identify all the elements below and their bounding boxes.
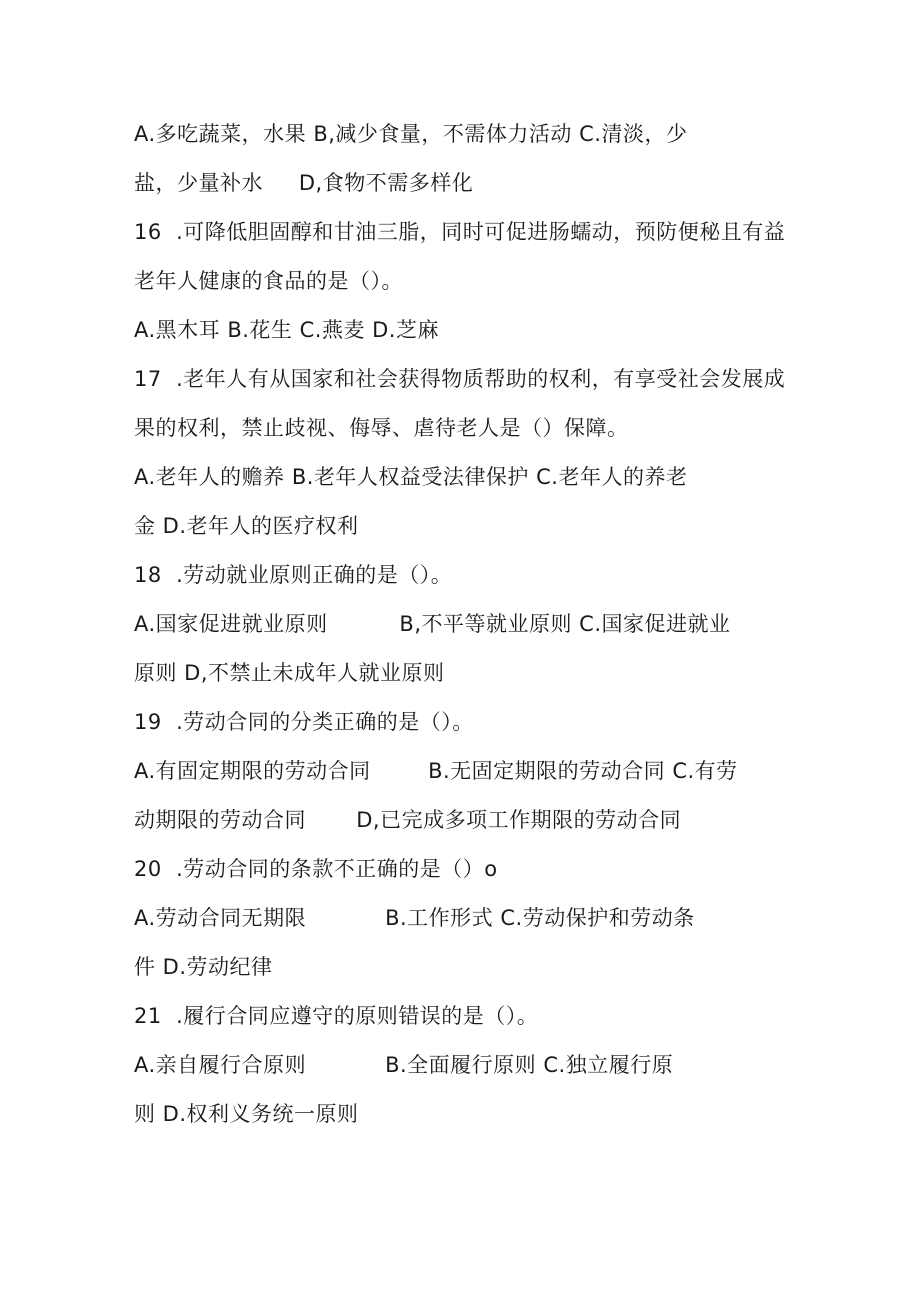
q19-question: 19 .劳动合同的分类正确的是（）。 (134, 710, 474, 734)
q20-options-line-1: A.劳动合同无期限 B.工作形式 C.劳动保护和劳动条 (134, 906, 695, 930)
q19-options-line-2: 动期限的劳动合同 D,已完成多项工作期限的劳动合同 (134, 808, 682, 832)
q17-options-line-1: A.老年人的赡养 B.老年人权益受法律保护 C.老年人的养老 (134, 465, 688, 489)
q21-question: 21 .履行合同应遵守的原则错误的是（）。 (134, 1004, 539, 1028)
q17-options-line-2: 金 D.老年人的医疗权利 (134, 514, 359, 538)
q17-question-line-1: 17 .老年人有从国家和社会获得物质帮助的权利，有享受社会发展成 (134, 367, 786, 391)
q21-options-line-2: 则 D.权利义务统一原则 (134, 1102, 359, 1126)
q21-options-line-1: A.亲自履行合原则 B.全面履行原则 C.独立履行原 (134, 1053, 674, 1077)
q20-options-line-2: 件 D.劳动纪律 (134, 955, 273, 979)
q16-options: A.黑木耳 B.花生 C.燕麦 D.芝麻 (134, 318, 439, 342)
q18-options-line-1: A.国家促进就业原则 B,不平等就业原则 C.国家促进就业 (134, 612, 731, 636)
q19-options-line-1: A.有固定期限的劳动合同 B.无固定期限的劳动合同 C.有劳 (134, 759, 738, 783)
q16-question-line-2: 老年人健康的食品的是（）。 (134, 269, 403, 293)
q18-question: 18 .劳动就业原则正确的是（）。 (134, 563, 453, 587)
q15-options-line-2: 盐，少量补水 D,食物不需多样化 (134, 171, 474, 195)
q17-question-line-2: 果的权利，禁止歧视、侮辱、虐待老人是（）保障。 (134, 416, 629, 440)
q20-question: 20 .劳动合同的条款不正确的是（）o (134, 857, 498, 881)
q15-options-line-1: A.多吃蔬菜，水果 B,减少食量，不需体力活动 C.清淡，少 (134, 122, 688, 146)
q18-options-line-2: 原则 D,不禁止未成年人就业原则 (134, 661, 445, 685)
q16-question-line-1: 16 .可降低胆固醇和甘油三脂，同时可促进肠蠕动，预防便秘且有益 (134, 220, 786, 244)
